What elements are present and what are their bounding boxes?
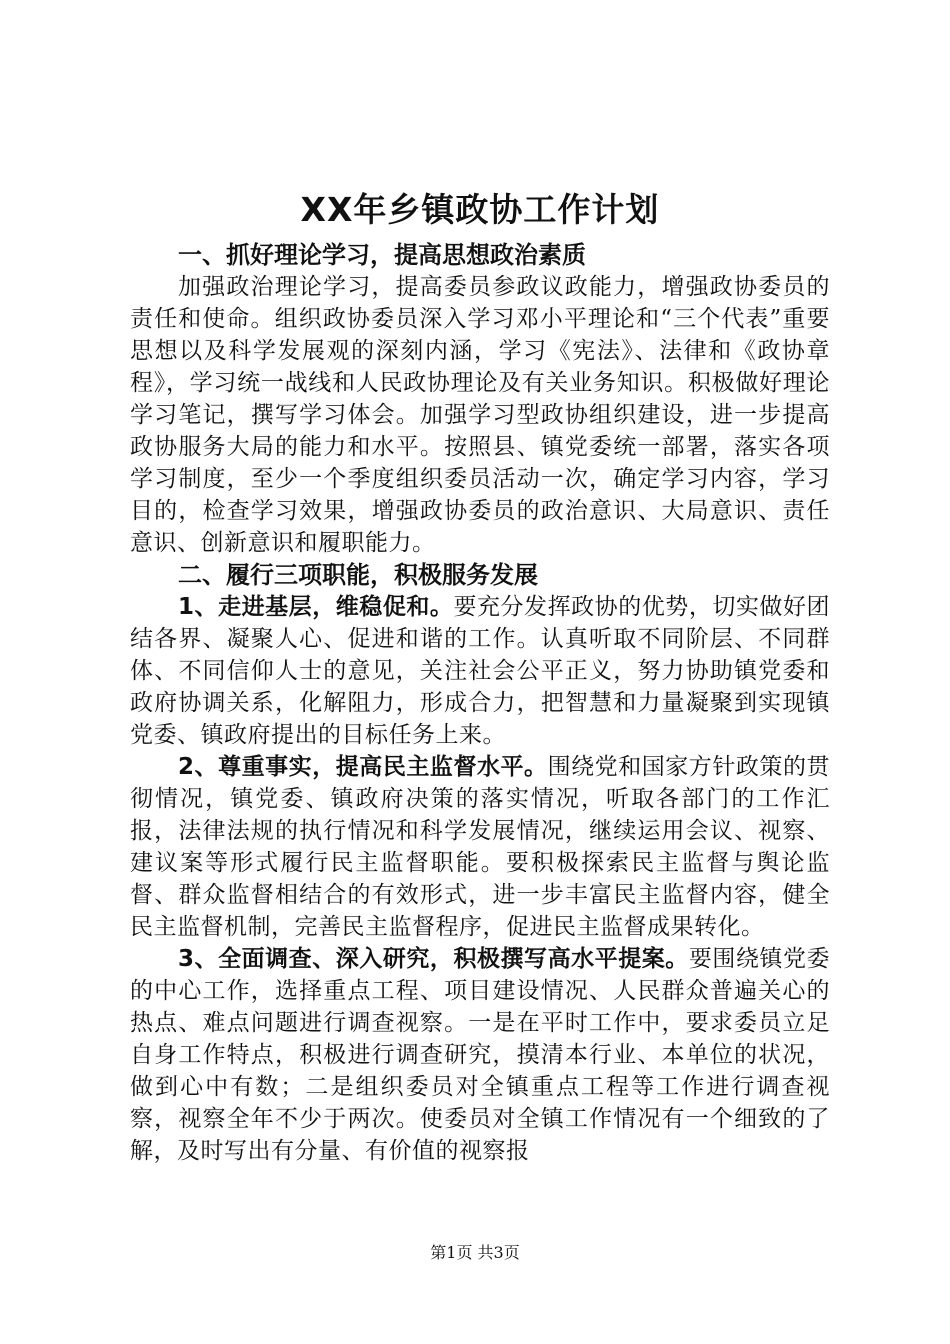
item-1-text: 要充分发挥政协的优势，切实做好团结各界、凝聚人心、促进和谐的工作。认真听取不同阶层、不同群体、不同信仰人士的意见，关注社会公平正义，努力协助镇党委和政府协调关系，化解阻力，形成合力，把智慧和力量凝聚到实现镇党委、镇政府提出的目标任务上来。 bbox=[130, 594, 831, 748]
document-page bbox=[130, 185, 830, 1167]
item-2-lead: 2、尊重事实，提高民主监督水平。 bbox=[178, 754, 548, 780]
section-2-heading: 二、履行三项职能，积极服务发展 bbox=[178, 561, 538, 589]
item-3-text: 要围绕镇党委的中心工作，选择重点工程、项目建设情况、人民群众普遍关心的热点、难点问题进行调查视察。一是在平时工作中，要求委员立足自身工作特点，积极进行调查研究，摸清本行业、本单位的状况，做到心中有数；二是组织委员对全镇重点工程等工作进行调查视察，视察全年不少于两次。使委员对全镇工作情况有一个细致的了解，及时写出有分量、有价值的视察报 bbox=[130, 946, 830, 1164]
section-2-item-3 bbox=[130, 943, 830, 1167]
section-1-paragraph: 加强政治理论学习，提高委员参政议政能力，增强政协委员的责任和使命。组织政协委员深入学习邓小平理论和“三个代表”重要思想以及科学发展观的深刻内涵，学习《宪法》、法律和《政协章程》，学习统一战线和人民政协理论及有关业务知识。积极做好理论学习笔记，撰写学习体会。加强学习型政协组织建设，进一步提高政协服务大局的能力和水平。按照县、镇党委统一部署，落实各项学习制度，至少一个季度组织委员活动一次，确定学习内容，学习目的，检查学习效果，增强政协委员的政治意识、大局意识、责任意识、创新意识和履职能力。 bbox=[130, 274, 830, 556]
document-title: XX年乡镇政协工作计划 bbox=[300, 190, 660, 229]
section-1-heading: 一、抓好理论学习，提高思想政治素质 bbox=[178, 241, 586, 269]
section-2-item-2 bbox=[130, 751, 830, 943]
page-footer: 第1页 共3页 bbox=[430, 1243, 520, 1262]
item-3-lead: 3、全面调查、深入研究，积极撰写高水平提案。 bbox=[178, 946, 689, 972]
item-1-lead: 1、走进基层，维稳促和。 bbox=[178, 594, 454, 620]
section-2-item-1 bbox=[130, 591, 830, 751]
item-2-text: 围绕党和国家方针政策的贯彻情况，镇党委、镇政府决策的落实情况，听取各部门的工作汇报，法律法规的执行情况和科学发展情况，继续运用会议、视察、建议案等形式履行民主监督职能。要积极探索民主监督与舆论监督、群众监督相结合的有效形式，进一步丰富民主监督内容，健全民主监督机制，完善民主监督程序，促进民主监督成果转化。 bbox=[130, 754, 830, 940]
